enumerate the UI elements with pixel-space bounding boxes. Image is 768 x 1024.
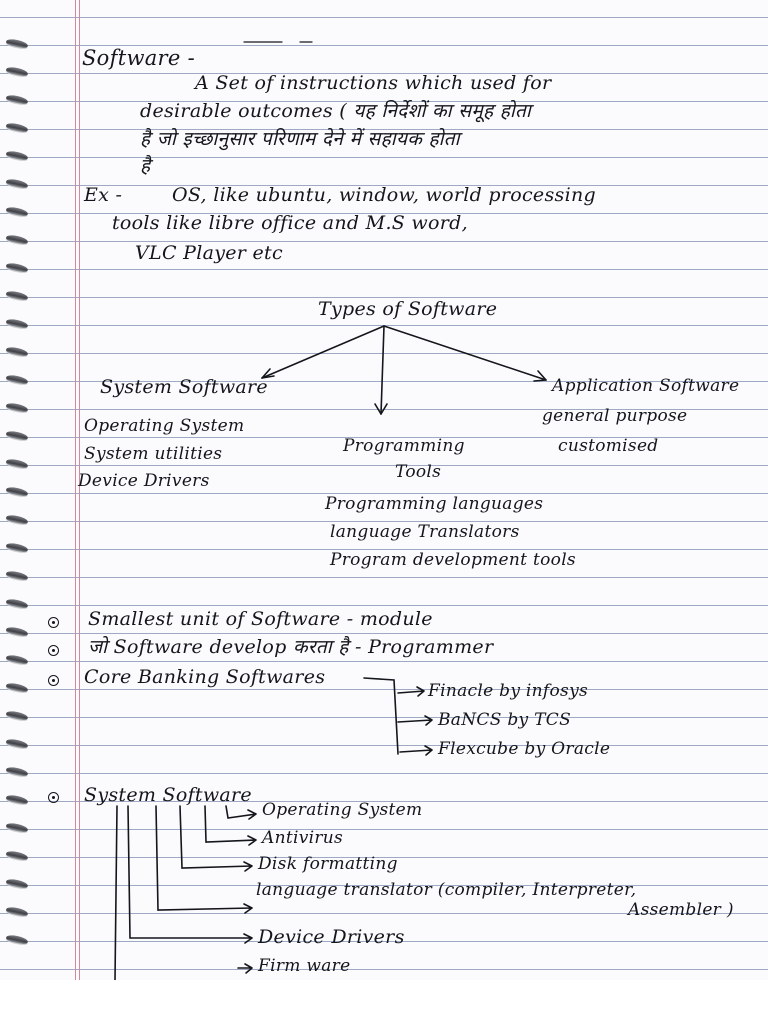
system-software-item-4: language translator (compiler, Interpreter,: [256, 880, 637, 900]
definition-line-2: desirable outcomes ( यह निर्देशों का समूह होता: [140, 100, 532, 122]
system-software-label: System Software: [84, 784, 252, 806]
example-label: Ex -: [84, 184, 123, 206]
system-item-1: Operating System: [84, 416, 245, 436]
system-item-2: System utilities: [84, 444, 223, 464]
programming-item-1: Programming languages: [325, 494, 544, 514]
programming-tools-title-1: Programming: [343, 436, 465, 456]
system-software-item-4b: Assembler ): [628, 900, 734, 920]
types-title: Types of Software: [318, 298, 498, 320]
programming-item-2: language Translators: [330, 522, 520, 542]
smallest-unit-fact: Smallest unit of Software - module: [88, 608, 433, 630]
system-software-item-1: Operating System: [262, 800, 423, 820]
system-software-item-6: Firm ware: [258, 956, 351, 976]
system-software-item-2: Antivirus: [262, 828, 344, 848]
developer-fact: जो Software develop करता है - Programmer: [88, 636, 494, 658]
system-software-title: System Software: [100, 376, 268, 398]
example-line-2: tools like libre office and M.S word,: [112, 212, 468, 234]
definition-line-4: है: [140, 155, 151, 177]
programming-tools-title-2: Tools: [395, 462, 442, 482]
system-item-3: Device Drivers: [78, 471, 210, 491]
core-banking-item-3: Flexcube by Oracle: [438, 739, 611, 759]
software-heading: Software -: [82, 46, 195, 70]
application-item-1: general purpose: [542, 406, 688, 426]
system-software-item-5: Device Drivers: [258, 926, 405, 948]
application-software-title: Application Software: [552, 376, 740, 396]
core-banking-item-2: BaNCS by TCS: [438, 710, 572, 730]
page-footer-blank: [0, 980, 768, 1024]
system-software-item-3: Disk formatting: [258, 854, 398, 874]
core-banking-label: Core Banking Softwares: [84, 666, 326, 688]
programming-item-3: Program development tools: [330, 550, 576, 570]
core-banking-item-1: Finacle by infosys: [428, 681, 588, 701]
example-line-1: OS, like ubuntu, window, world processing: [172, 184, 596, 206]
application-item-2: customised: [558, 436, 659, 456]
definition-line-1: A Set of instructions which used for: [195, 72, 552, 94]
definition-line-3: है जो इच्छानुसार परिणाम देने में सहायक होता: [140, 128, 460, 150]
example-line-3: VLC Player etc: [135, 242, 283, 264]
